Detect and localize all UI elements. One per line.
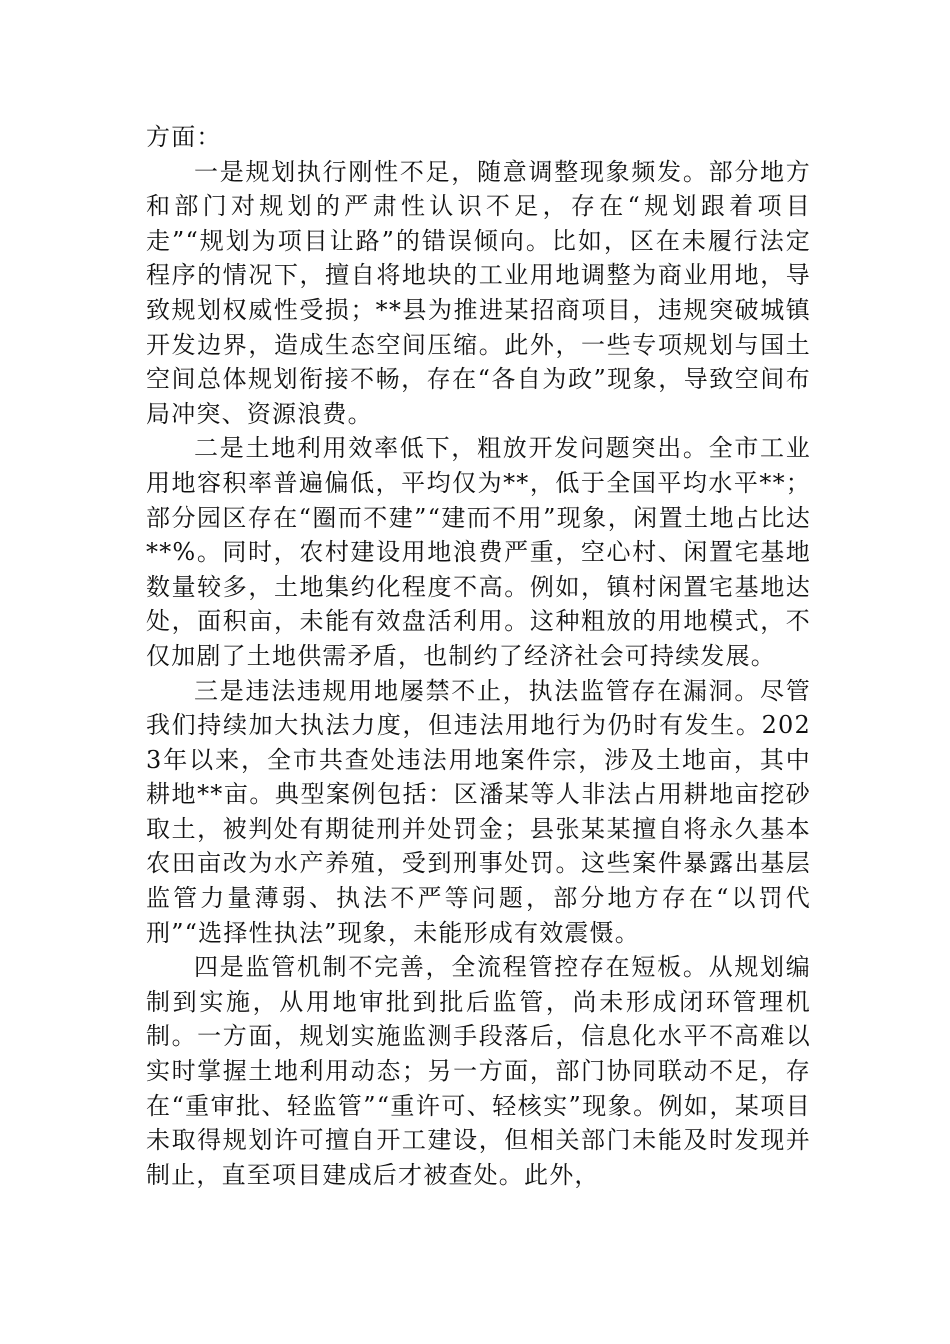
paragraph-land-efficiency: 二是土地利用效率低下，粗放开发问题突出。全市工业用地容积率普遍偏低，平均仅为**，低于全国平均水平**；部分园区存在“圈而不建”“建而不用”现象，闲置土地占比达**%。同时，农村建设用地浪费严重，空心村、闲置宅基地数量较多，土地集约化程度不高。例如，镇村闲置宅基地达处，面积亩，未能有效盘活利用。这种粗放的用地模式，不仅加剧了土地供需矛盾，也制约了经济社会可持续发展。: [146, 434, 811, 670]
document-body: [146, 120, 811, 1192]
paragraph-lead-in: 方面：: [146, 123, 222, 151]
paragraph-planning-rigidity: 一是规划执行刚性不足，随意调整现象频发。部分地方和部门对规划的严肃性认识不足，存在“规划跟着项目走”“规划为项目让路”的错误倾向。比如，区在未履行法定程序的情况下，擅自将地块的工业用地调整为商业用地，导致规划权威性受损；**县为推进某招商项目，违规突破城镇开发边界，造成生态空间压缩。此外，一些专项规划与国土空间总体规划衔接不畅，存在“各自为政”现象，导致空间布局冲突、资源浪费。: [146, 157, 811, 428]
paragraph-supervision-mechanism: 四是监管机制不完善，全流程管控存在短板。从规划编制到实施，从用地审批到批后监管，尚未形成闭环管理机制。一方面，规划实施监测手段落后，信息化水平不高难以实时掌握土地利用动态；另一方面，部门协同联动不足，存在“重审批、轻监管”“重许可、轻核实”现象。例如，某项目未取得规划许可擅自开工建设，但相关部门未能及时发现并制止，直至项目建成后才被查处。此外，: [146, 953, 811, 1189]
paragraph-illegal-land-use: 三是违法违规用地屡禁不止，执法监管存在漏洞。尽管我们持续加大执法力度，但违法用地行为仍时有发生。2023年以来，全市共查处违法用地案件宗，涉及土地亩，其中耕地**亩。典型案例包括：区潘某等人非法占用耕地亩挖砂取土，被判处有期徒刑并处罚金；县张某某擅自将永久基本农田亩改为水产养殖，受到刑事处罚。这些案件暴露出基层监管力量薄弱、执法不严等问题，部分地方存在“以罚代刑”“选择性执法”现象，未能形成有效震慑。: [146, 676, 811, 947]
